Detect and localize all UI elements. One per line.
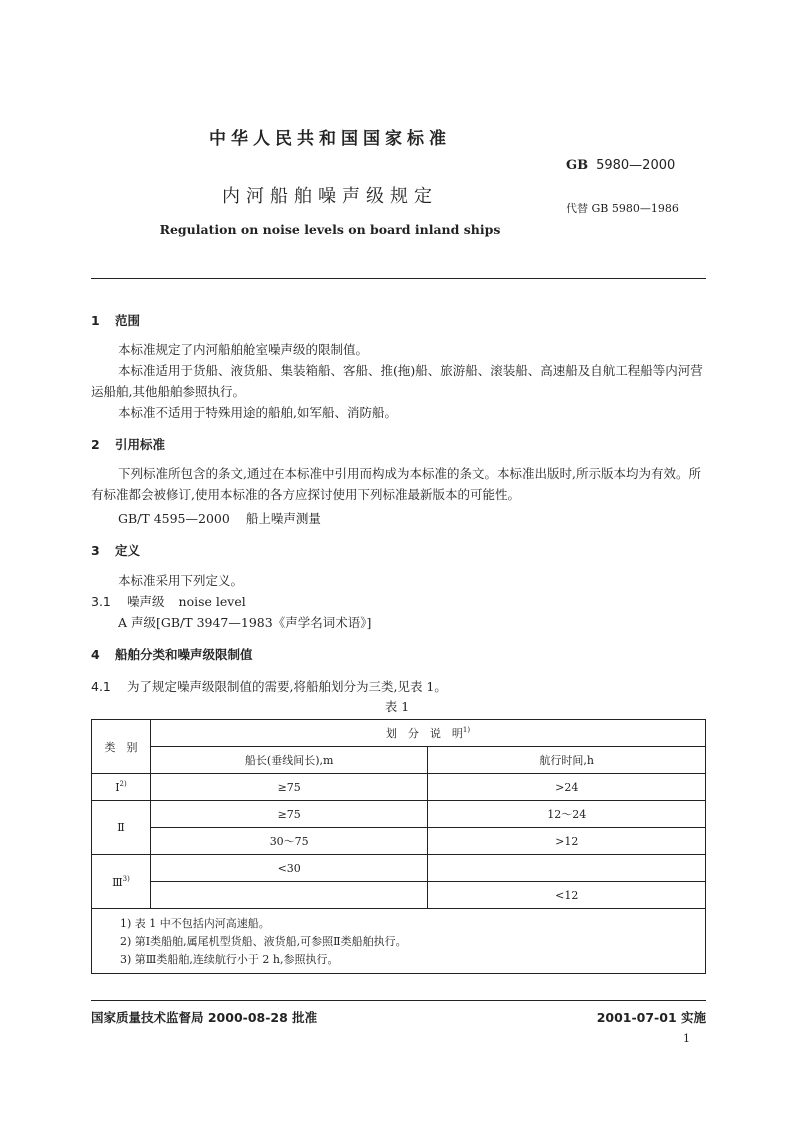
standard-body: 中华人民共和国国家标准 [209,129,451,149]
table-row [92,774,706,801]
table-notes-row [92,909,706,974]
header-time: 航行时间,h [428,747,706,774]
time-cell: <12 [428,882,706,909]
time-cell: >12 [428,828,706,855]
time-cell [428,855,706,882]
header-divider [91,278,706,279]
table-row [92,801,706,828]
section-3-heading [91,541,140,559]
category-2: Ⅱ [92,801,151,855]
clause-number: 4.1 [91,679,111,694]
definition-3-1 [91,592,246,610]
section-number: 4 [91,647,100,662]
replaces-note: 代替 GB 5980—1986 [566,202,679,215]
section-number: 2 [91,437,100,452]
table-note: 2) 第Ⅰ类船舶,属尾机型货船、液货船,可参照Ⅱ类船舶执行。 [120,935,407,948]
approval-line: 国家质量技术监督局 2000-08-28 批准 [91,1010,318,1025]
clause-number: 3.1 [91,594,111,609]
table-note: 3) 第Ⅲ类船舶,连续航行小于 2 h,参照执行。 [120,953,339,966]
section-title: 船舶分类和噪声级限制值 [115,647,253,662]
paragraph: 本标准规定了内河船舶舱室噪声级的限制值。 [118,342,369,357]
definition-text: A 声级[GB/T 3947—1983《声学名词术语》] [118,615,372,630]
length-cell: <30 [150,855,428,882]
table-row [92,882,706,909]
category-label: Ⅰ [115,781,120,794]
section-1-heading [91,311,140,329]
header-length: 船长(垂线间长),m [150,747,428,774]
table-notes [92,909,706,974]
clause-text: 为了规定噪声级限制值的需要,将船舶划分为三类,见表 1。 [127,679,447,694]
table-row [92,828,706,855]
gb-number [566,158,675,173]
section-title: 定义 [115,543,141,558]
paragraph: 本标准适用于货船、液货船、集装箱船、客船、推(拖)船、旅游船、滚装船、高速船及自航工程船等内河营运船舶,其他船舶参照执行。 [91,363,703,399]
length-cell [150,882,428,909]
section-2-heading [91,435,165,453]
clause-4-1 [91,677,447,695]
paragraph: 本标准不适用于特殊用途的船舶,如军船、消防船。 [118,405,397,420]
footnote-ref: 3) [122,874,130,883]
length-cell: ≥75 [150,801,428,828]
header-category: 类 别 [92,720,151,774]
document-title: 内河船舶噪声级规定 [222,186,438,207]
table-1 [91,719,706,974]
footnote-ref: 1) [462,726,471,734]
table-caption: 表 1 [384,699,410,714]
gb-prefix: GB [566,158,589,173]
time-cell: >24 [428,774,706,801]
reference-code: GB/T 4595—2000 [118,511,230,526]
reference-title: 船上噪声测量 [245,511,321,526]
category-3 [92,855,151,909]
section-number: 3 [91,543,100,558]
section-title: 范围 [115,313,141,328]
definition-term: 噪声级 [127,594,165,609]
table-header-row [92,720,706,747]
definition-term-en: noise level [178,594,246,609]
section-number: 1 [91,313,100,328]
paragraph: 本标准采用下列定义。 [118,573,244,588]
category-1 [92,774,151,801]
gb-number-value: 5980—2000 [596,158,676,173]
header-description-text: 划 分 说 明 [385,727,463,740]
length-cell: ≥75 [150,774,428,801]
table-subheader-row [92,747,706,774]
paragraph: 下列标准所包含的条文,通过在本标准中引用而构成为本标准的条文。本标准出版时,所示版本均为有效。所有标准都会被修订,使用本标准的各方应探讨使用下列标准最新版本的可能性。 [91,466,701,502]
header-description [150,720,705,747]
section-4-heading [91,645,253,663]
section-title: 引用标准 [115,437,166,452]
document-title-en: Regulation on noise levels on board inland ships [159,222,501,237]
length-cell: 30～75 [150,828,428,855]
reference-item [118,509,321,527]
footer-divider [91,1000,706,1001]
page-number: 1 [683,1032,690,1045]
table-row [92,855,706,882]
table-note: 1) 表 1 中不包括内河高速船。 [120,917,270,930]
time-cell: 12～24 [428,801,706,828]
effective-date: 2001-07-01 实施 [596,1010,706,1025]
category-label: Ⅲ [112,875,123,889]
footnote-ref: 2) [119,780,127,788]
